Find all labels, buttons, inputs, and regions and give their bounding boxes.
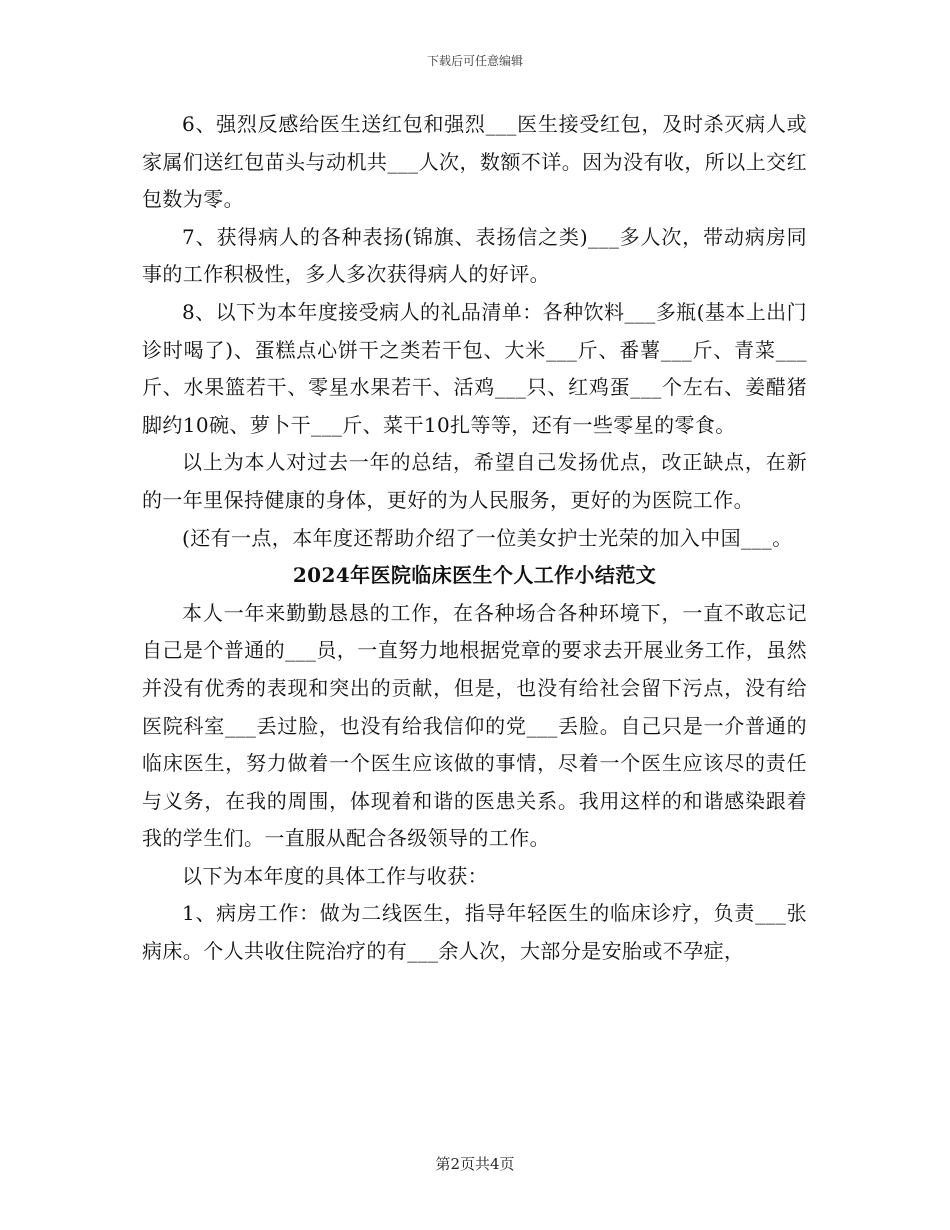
paragraph-addendum: (还有一点，本年度还帮助介绍了一位美女护士光荣的加入中国___。 [182,525,793,550]
paragraph-conclusion: 以上为本人对过去一年的总结，希望自己发扬优点，改正缺点，在新的一年里保持健康的身体，更好的为人民服务，更好的为医院工作。 [142,450,807,512]
document-body [142,106,807,971]
page-header-note: 下载后可任意编辑 [426,54,523,68]
paragraph-work-intro: 以下为本年度的具体工作与收获： [182,863,488,888]
paragraph-item-8: 8、以下为本年度接受病人的礼品清单：各种饮料___多瓶(基本上出门诊时喝了)、蛋糕点心饼干之类若干包、大米___斤、番薯___斤、青菜___斤、水果篮若干、零星水果若干、活鸡___只、红鸡蛋___个左右、姜醋猪脚约10碗、萝卜干___斤、菜干10扎等等，还有一些零星的零食。 [142,299,807,437]
section-title: 2024年医院临床医生个人工作小结范文 [292,563,657,588]
page-number: 第2页共4页 [435,1155,515,1173]
paragraph-ward-work: 1、病房工作：做为二线医生，指导年轻医生的临床诊疗，负责___张病床。个人共收住院治疗的有___余人次，大部分是安胎或不孕症， [142,901,807,964]
paragraph-item-7: 7、获得病人的各种表扬(锦旗、表扬信之类)___多人次，带动病房同事的工作积极性，多人多次获得病人的好评。 [142,224,807,287]
paragraph-intro: 本人一年来勤勤恳恳的工作，在各种场合各种环境下，一直不敢忘记自己是个普通的___员，一直努力地根据党章的要求去开展业务工作，虽然并没有优秀的表现和突出的贡献，但是，也没有给社会留下污点，没有给医院科室___丢过脸，也没有给我信仰的党___丢脸。自己只是一介普通的临床医生，努力做着一个医生应该做的事情，尽着一个医生应该尽的责任与义务，在我的周围，体现着和谐的医患关系。我用这样的和谐感染跟着我的学生们。一直服从配合各级领导的工作。 [142,600,807,851]
paragraph-item-6: 6、强烈反感给医生送红包和强烈___医生接受红包，及时杀灭病人或家属们送红包苗头与动机共___人次，数额不详。因为没有收，所以上交红包数为零。 [142,112,807,212]
